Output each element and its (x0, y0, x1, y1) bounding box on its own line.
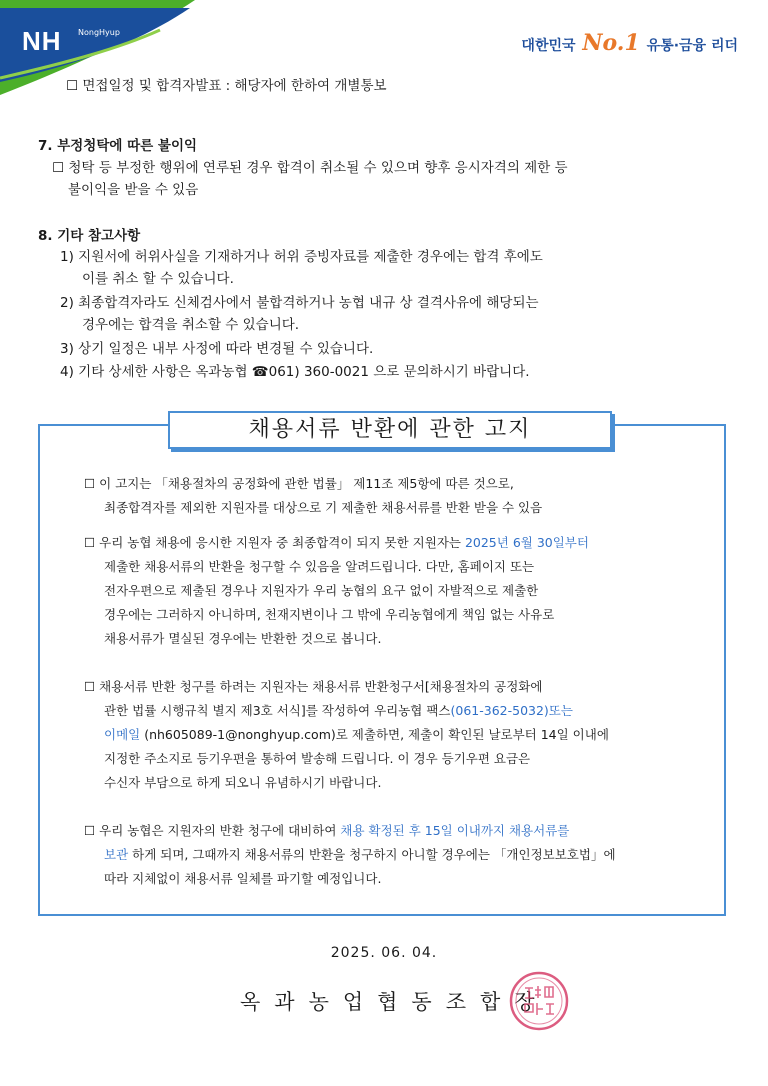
notice-p3-email-label: 이메일 (104, 727, 141, 742)
notice-p3-line: 수신자 부담으로 하게 되오니 유념하시기 바랍니다. (104, 775, 382, 790)
interview-schedule-line: ☐ 면접일정 및 합격자발표 : 해당자에 한하여 개별통보 (66, 78, 387, 94)
notice-p1-line: 최종합격자를 제외한 지원자를 대상으로 기 제출한 채용서류를 반환 받을 수 있음 (104, 500, 543, 515)
notice-p3-line: ☐ 채용서류 반환 청구를 하려는 지원자는 채용서류 반환청구서[채용절차의 공정화에 (84, 679, 543, 694)
notice-p4-keep: 보관 (104, 847, 129, 862)
nh-logo-subtext: NongHyup (78, 28, 120, 37)
notice-p3-fax: (061-362-5032)또는 (450, 703, 573, 718)
notice-p4-line (104, 844, 616, 866)
notice-p3-text: 관한 법률 시행규칙 별지 제3호 서식]를 작성하여 우리농협 팩스 (104, 703, 451, 718)
notice-p4-period: 채용 확정된 후 15일 이내까지 채용서류를 (340, 823, 570, 838)
notice-p2-date: 2025년 6월 30일부터 (464, 535, 589, 550)
slogan-prefix: 대한민국 (521, 38, 576, 54)
notice-p4-text: 하게 되며, 그때까지 채용서류의 반환을 청구하지 아니할 경우에는 「개인정보보호법」에 (128, 847, 616, 862)
slogan-no1: No.1 (582, 30, 640, 56)
notice-p2-line: 경우에는 그러하지 아니하며, 천재지변이나 그 밖에 우리농협에게 책임 없는 사유로 (104, 607, 555, 622)
section-8-line: 2) 최종합격자라도 신체검사에서 불합격하거나 농협 내규 상 결격사유에 해당되는 (60, 295, 539, 311)
section-7-title: 7. 부정청탁에 따른 불이익 (38, 138, 198, 154)
header-slogan (521, 30, 738, 56)
section-8-title: 8. 기타 참고사항 (38, 228, 141, 244)
section-8-line: 3) 상기 일정은 내부 사정에 따라 변경될 수 있습니다. (60, 341, 374, 357)
official-seal (508, 970, 570, 1032)
notice-p4-line (84, 820, 569, 842)
section-7-line: 불이익을 받을 수 있음 (68, 182, 199, 198)
notice-p4-line: 따라 지체없이 채용서류 일체를 파기할 예정입니다. (104, 871, 382, 886)
notice-p4-text: ☐ 우리 농협은 지원자의 반환 청구에 대비하여 (84, 823, 341, 838)
section-8-line: 4) 기타 상세한 사항은 옥과농협 ☎061) 360-0021 으로 문의하시기 바랍니다. (60, 364, 530, 380)
notice-p2-line: 제출한 채용서류의 반환을 청구할 수 있음을 알려드립니다. 다만, 홈페이지 또는 (104, 559, 535, 574)
notice-p3-line (104, 700, 573, 722)
organization-name: 옥과농업협동조합장 (240, 990, 549, 1014)
notice-p2-line: 전자우편으로 제출된 경우나 지원자가 우리 농협의 요구 없이 자발적으로 제출한 (104, 583, 539, 598)
section-8-line: 경우에는 합격을 취소할 수 있습니다. (82, 317, 300, 333)
notice-p3-line (104, 724, 609, 746)
notice-p3-line: 지정한 주소지로 등기우편을 통하여 발송해 드립니다. 이 경우 등기우편 요금은 (104, 751, 531, 766)
section-8-line: 1) 지원서에 허위사실을 기재하거나 허위 증빙자료를 제출한 경우에는 합격 후에도 (60, 249, 543, 265)
document-date: 2025. 06. 04. (330, 945, 438, 961)
notice-p2-line (84, 532, 589, 554)
notice-p3-text: (nh605089-1@nonghyup.com)로 제출하면, 제출이 확인된 날로부터 14일 이내에 (140, 727, 609, 742)
notice-p2-text: ☐ 우리 농협 채용에 응시한 지원자 중 최종합격이 되지 못한 지원자는 (84, 535, 465, 550)
notice-p1-line: ☐ 이 고지는 「채용절차의 공정화에 관한 법률」 제11조 제5항에 따른 것으로, (84, 476, 514, 491)
notice-p2-line: 채용서류가 멸실된 경우에는 반환한 것으로 봅니다. (104, 631, 382, 646)
nh-logo: NH (22, 26, 62, 56)
notice-title: 채용서류 반환에 관한 고지 (168, 411, 612, 449)
section-7-line: ☐ 청탁 등 부정한 행위에 연루된 경우 합격이 취소될 수 있으며 향후 응시자격의 제한 등 (52, 160, 568, 176)
section-8-line: 이를 취소 할 수 있습니다. (82, 271, 234, 287)
slogan-suffix: 유통·금융 리더 (646, 38, 738, 54)
